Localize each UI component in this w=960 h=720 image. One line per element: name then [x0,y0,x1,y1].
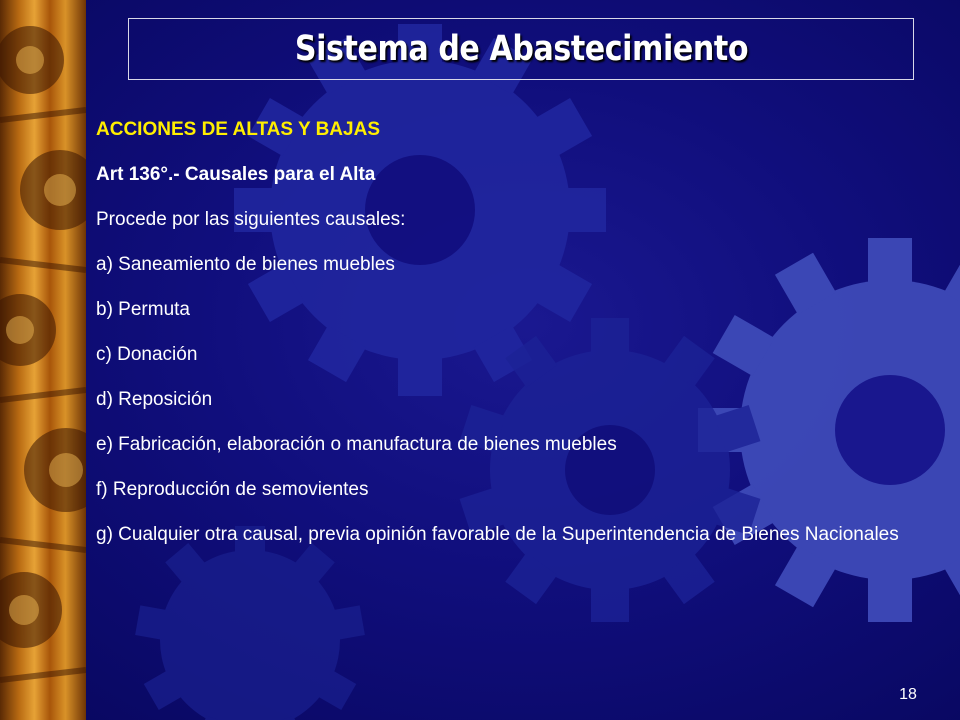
slide-content [96,118,950,568]
slide-title: Sistema de Abastecimiento [294,29,748,69]
list-item: b) Permuta [96,299,190,320]
gear-tooth [591,586,629,622]
title-box [128,18,914,80]
strip-gears-icon [0,0,86,720]
page-number: 18 [899,686,917,703]
list-item: e) Fabricación, elaboración o manufactura de bienes muebles [96,434,617,455]
list-item: a) Saneamiento de bienes muebles [96,254,395,275]
gear-tooth [332,605,365,639]
list-item: g) Cualquier otra causal, previa opinión favorable de la Superintendencia de Bienes Nacionales [96,524,899,545]
section-heading: ACCIONES DE ALTAS Y BAJAS [96,119,380,140]
list-item: d) Reposición [96,389,213,410]
article-heading: Art 136°.- Causales para el Alta [96,164,376,185]
intro-text: Procede por las siguientes causales: [96,209,406,230]
gear-tooth [135,605,168,639]
list-item: c) Donación [96,344,198,365]
list-item: f) Reproducción de semovientes [96,479,369,500]
gear-tooth [868,576,912,622]
decorative-side-strip [0,0,86,720]
